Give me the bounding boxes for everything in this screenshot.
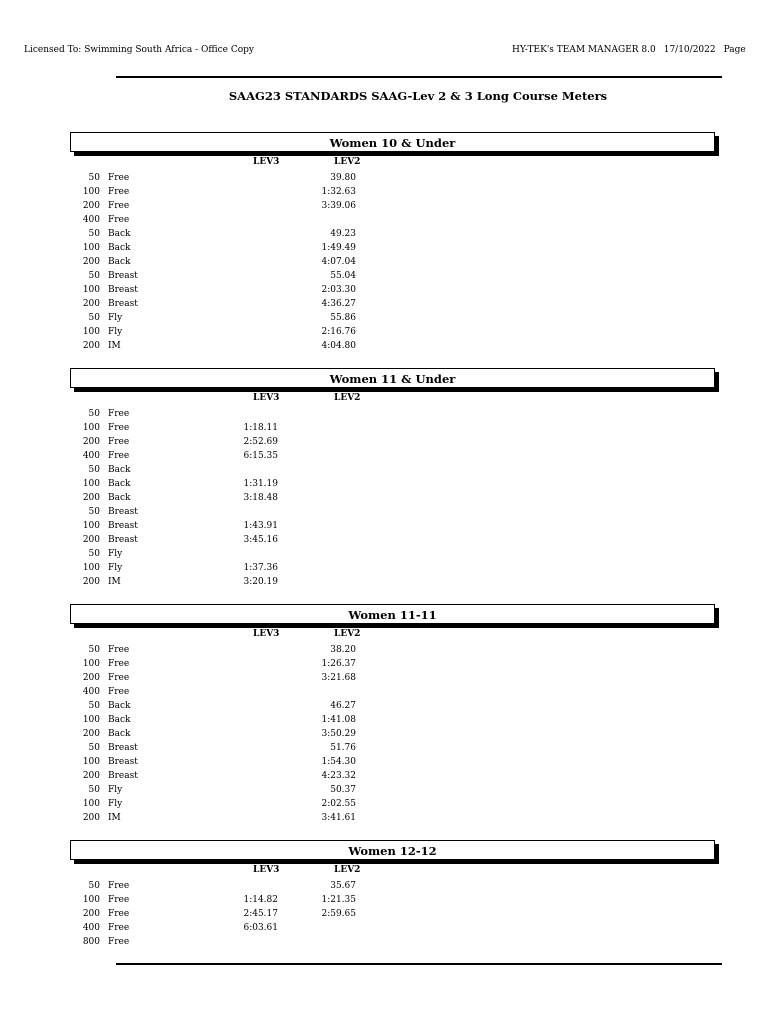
standards-section: [70, 132, 722, 353]
event-row: [70, 783, 722, 797]
event-distance: 50: [88, 229, 100, 239]
event-stroke: Breast: [108, 521, 138, 531]
event-row: [70, 727, 722, 741]
event-stroke: Breast: [108, 743, 138, 753]
lev3-time: 3:20.19: [243, 577, 278, 587]
event-stroke: Breast: [108, 285, 138, 295]
event-stroke: Free: [108, 673, 130, 683]
event-distance: 50: [88, 645, 100, 655]
event-row: [70, 435, 722, 449]
section-header-box: [70, 604, 715, 624]
lev3-time: 2:52.69: [243, 437, 278, 447]
event-stroke: Fly: [108, 799, 123, 809]
lev2-time: 1:32.63: [321, 187, 356, 197]
event-row: [70, 907, 722, 921]
event-stroke: Free: [108, 215, 130, 225]
event-stroke: Free: [108, 173, 130, 183]
event-distance: 50: [88, 743, 100, 753]
column-headers: [70, 157, 722, 171]
event-stroke: Breast: [108, 507, 138, 517]
event-row: [70, 643, 722, 657]
column-headers: [70, 865, 722, 879]
event-stroke: Breast: [108, 271, 138, 281]
event-distance: 400: [82, 215, 100, 225]
report-date: 17/10/2022: [663, 45, 716, 55]
event-row: [70, 255, 722, 269]
event-row: [70, 477, 722, 491]
lev2-time: 46.27: [330, 701, 356, 711]
event-stroke: Back: [108, 493, 131, 503]
event-stroke: Fly: [108, 563, 123, 573]
event-distance: 50: [88, 313, 100, 323]
lev2-time: 4:07.04: [321, 257, 356, 267]
event-distance: 200: [82, 493, 100, 503]
event-stroke: Back: [108, 479, 131, 489]
event-row: [70, 519, 722, 533]
event-stroke: Free: [108, 937, 130, 947]
event-distance: 100: [82, 715, 100, 725]
event-stroke: Fly: [108, 785, 123, 795]
event-stroke: Free: [108, 687, 130, 697]
event-distance: 100: [82, 479, 100, 489]
section-title: Women 11 & Under: [329, 372, 456, 386]
event-stroke: Free: [108, 923, 130, 933]
lev3-time: 1:18.11: [243, 423, 278, 433]
event-row: [70, 561, 722, 575]
event-distance: 100: [82, 285, 100, 295]
event-stroke: Free: [108, 451, 130, 461]
event-stroke: Free: [108, 409, 130, 419]
event-row: [70, 713, 722, 727]
event-stroke: Fly: [108, 327, 123, 337]
event-row: [70, 199, 722, 213]
lev3-time: 3:45.16: [243, 535, 278, 545]
lev2-time: 2:59.65: [321, 909, 356, 919]
lev2-time: 1:49.49: [321, 243, 356, 253]
event-stroke: Breast: [108, 757, 138, 767]
event-stroke: Free: [108, 881, 130, 891]
lev3-column-header: LEV3: [253, 629, 280, 639]
event-row: [70, 421, 722, 435]
event-row: [70, 893, 722, 907]
lev2-time: 2:03.30: [321, 285, 356, 295]
event-stroke: Back: [108, 257, 131, 267]
event-distance: 100: [82, 895, 100, 905]
lev2-time: 49.23: [330, 229, 356, 239]
event-row: [70, 463, 722, 477]
lev2-column-header: LEV2: [334, 865, 361, 875]
document-title: SAAG23 STANDARDS SAAG-Lev 2 & 3 Long Course Meters: [228, 89, 608, 103]
event-row: [70, 171, 722, 185]
lev2-column-header: LEV2: [334, 629, 361, 639]
event-row: [70, 671, 722, 685]
page-label: Page: [723, 45, 746, 55]
standards-section: [70, 840, 722, 949]
event-distance: 200: [82, 341, 100, 351]
lev2-time: 39.80: [330, 173, 356, 183]
event-distance: 200: [82, 673, 100, 683]
event-stroke: Back: [108, 729, 131, 739]
event-distance: 200: [82, 909, 100, 919]
event-distance: 50: [88, 409, 100, 419]
event-distance: 100: [82, 659, 100, 669]
event-stroke: Free: [108, 895, 130, 905]
event-stroke: Back: [108, 465, 131, 475]
event-distance: 400: [82, 923, 100, 933]
lev2-time: 3:50.29: [321, 729, 356, 739]
lev2-time: 35.67: [330, 881, 356, 891]
event-distance: 400: [82, 451, 100, 461]
event-row: [70, 797, 722, 811]
event-row: [70, 657, 722, 671]
event-distance: 200: [82, 299, 100, 309]
event-stroke: Free: [108, 423, 130, 433]
event-distance: 800: [82, 937, 100, 947]
event-distance: 200: [82, 535, 100, 545]
license-text: Licensed To: Swimming South Africa - Office Copy: [24, 45, 255, 55]
event-row: [70, 921, 722, 935]
lev2-time: 3:21.68: [321, 673, 356, 683]
event-stroke: Free: [108, 437, 130, 447]
software-name: HY-TEK's TEAM MANAGER 8.0: [512, 45, 656, 55]
section-title: Women 10 & Under: [329, 136, 456, 150]
report-header-right: [512, 45, 754, 55]
lev2-column-header: LEV2: [334, 157, 361, 167]
event-distance: 200: [82, 257, 100, 267]
section-title: Women 11-11: [348, 608, 437, 622]
lev3-time: 2:45.17: [243, 909, 278, 919]
column-headers: [70, 629, 722, 643]
event-row: [70, 935, 722, 949]
lev2-time: 55.86: [330, 313, 356, 323]
event-row: [70, 505, 722, 519]
lev2-time: 38.20: [330, 645, 356, 655]
event-row: [70, 269, 722, 283]
lev2-time: 1:26.37: [321, 659, 356, 669]
lev2-time: 3:39.06: [321, 201, 356, 211]
event-stroke: Back: [108, 243, 131, 253]
event-stroke: Breast: [108, 771, 138, 781]
lev2-time: 1:21.35: [321, 895, 356, 905]
event-distance: 50: [88, 549, 100, 559]
event-row: [70, 311, 722, 325]
lev3-time: 1:14.82: [243, 895, 278, 905]
lev2-time: 3:41.61: [321, 813, 356, 823]
event-row: [70, 283, 722, 297]
event-stroke: Back: [108, 229, 131, 239]
event-stroke: Back: [108, 715, 131, 725]
event-row: [70, 575, 722, 589]
lev2-column-header: LEV2: [334, 393, 361, 403]
event-distance: 50: [88, 465, 100, 475]
event-row: [70, 241, 722, 255]
event-distance: 200: [82, 577, 100, 587]
event-row: [70, 185, 722, 199]
event-row: [70, 339, 722, 353]
event-row: [70, 227, 722, 241]
event-row: [70, 755, 722, 769]
event-distance: 100: [82, 423, 100, 433]
event-row: [70, 449, 722, 463]
event-row: [70, 811, 722, 825]
event-distance: 200: [82, 201, 100, 211]
event-stroke: Free: [108, 909, 130, 919]
lev2-time: 51.76: [330, 743, 356, 753]
event-distance: 50: [88, 271, 100, 281]
event-distance: 200: [82, 813, 100, 823]
section-header-box: [70, 368, 715, 388]
lev2-time: 4:36.27: [321, 299, 356, 309]
event-row: [70, 741, 722, 755]
lev2-time: 55.04: [330, 271, 356, 281]
event-distance: 100: [82, 187, 100, 197]
lev2-time: 2:02.55: [321, 799, 356, 809]
event-row: [70, 325, 722, 339]
event-distance: 50: [88, 173, 100, 183]
event-distance: 200: [82, 771, 100, 781]
event-row: [70, 879, 722, 893]
top-rule: [116, 76, 722, 78]
event-row: [70, 685, 722, 699]
column-headers: [70, 393, 722, 407]
lev2-time: 4:23.32: [321, 771, 356, 781]
event-stroke: Free: [108, 187, 130, 197]
event-row: [70, 547, 722, 561]
event-row: [70, 491, 722, 505]
event-stroke: IM: [108, 577, 121, 587]
event-distance: 50: [88, 881, 100, 891]
event-stroke: Fly: [108, 549, 123, 559]
lev3-column-header: LEV3: [253, 393, 280, 403]
event-distance: 400: [82, 687, 100, 697]
lev2-time: 4:04.80: [321, 341, 356, 351]
lev2-time: 1:41.08: [321, 715, 356, 725]
section-header-box: [70, 132, 715, 152]
event-distance: 100: [82, 521, 100, 531]
event-stroke: IM: [108, 813, 121, 823]
lev3-time: 1:37.36: [243, 563, 278, 573]
event-stroke: Breast: [108, 299, 138, 309]
event-distance: 100: [82, 327, 100, 337]
lev2-time: 2:16.76: [321, 327, 356, 337]
event-stroke: IM: [108, 341, 121, 351]
event-row: [70, 213, 722, 227]
lev3-time: 6:03.61: [243, 923, 278, 933]
lev3-time: 6:15.35: [243, 451, 278, 461]
event-row: [70, 769, 722, 783]
event-stroke: Free: [108, 201, 130, 211]
event-distance: 200: [82, 729, 100, 739]
standards-section: [70, 604, 722, 825]
lev2-time: 50.37: [330, 785, 356, 795]
lev3-time: 1:31.19: [243, 479, 278, 489]
event-stroke: Free: [108, 645, 130, 655]
lev3-time: 1:43.91: [243, 521, 278, 531]
event-distance: 100: [82, 243, 100, 253]
event-distance: 50: [88, 701, 100, 711]
event-distance: 100: [82, 563, 100, 573]
lev2-time: 1:54.30: [321, 757, 356, 767]
section-title: Women 12-12: [348, 844, 437, 858]
lev3-time: 3:18.48: [243, 493, 278, 503]
lev3-column-header: LEV3: [253, 865, 280, 875]
event-distance: 100: [82, 799, 100, 809]
event-distance: 50: [88, 785, 100, 795]
event-row: [70, 407, 722, 421]
event-row: [70, 533, 722, 547]
lev3-column-header: LEV3: [253, 157, 280, 167]
event-row: [70, 297, 722, 311]
event-stroke: Fly: [108, 313, 123, 323]
event-stroke: Breast: [108, 535, 138, 545]
event-row: [70, 699, 722, 713]
event-stroke: Free: [108, 659, 130, 669]
section-header-box: [70, 840, 715, 860]
event-distance: 200: [82, 437, 100, 447]
event-distance: 100: [82, 757, 100, 767]
standards-section: [70, 368, 722, 589]
event-stroke: Back: [108, 701, 131, 711]
event-distance: 50: [88, 507, 100, 517]
bottom-rule: [116, 963, 722, 965]
